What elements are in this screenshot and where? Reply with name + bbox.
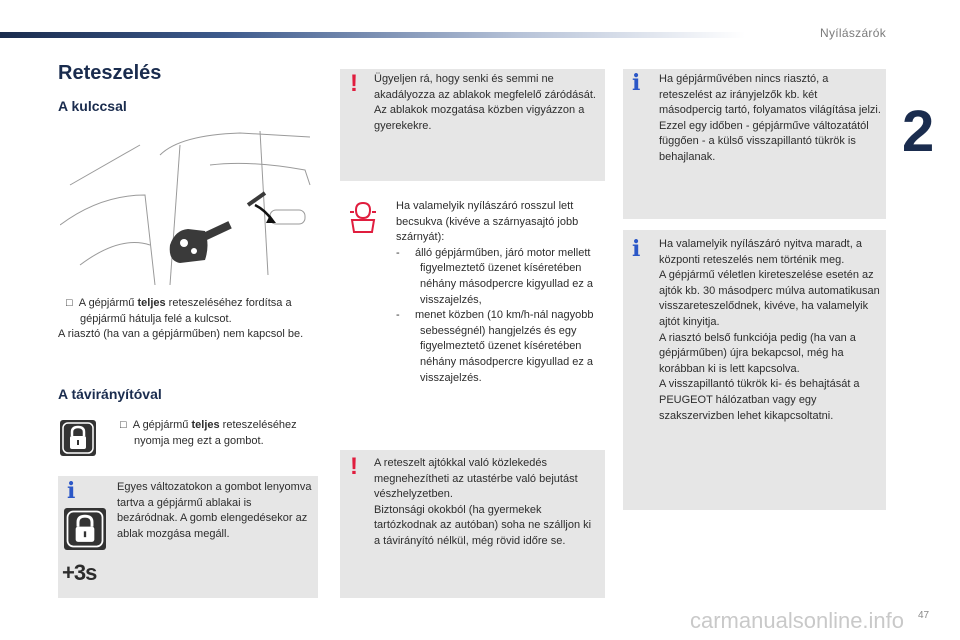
chapter-number: 2	[902, 99, 935, 164]
door-open-item-2: menet közben (10 km/h-nál nagyobb sebességnél) hangjelzés és egy figyelmeztető üzenet kíséretében néhány másodpercre kigyullad ez a visszajelzés.	[414, 309, 594, 384]
door-open-info: Ha valamelyik nyílászáró rosszul lett becsukva (kivéve a szárnyasajtó jobb szárnyát): - álló gépjárműben, járó motor mellett figyelmeztető üzenet kíséretében néhány másodpercre kigyullad ez a visszajelzés, - menet közben (10 km/h-nál nagyobb sebességnél) hangjelzés és egy figyelmeztető üzenet kíséretében néhány másodpercre kigyullad ez a visszajelzés.	[396, 200, 594, 384]
exclamation-icon: !	[350, 70, 358, 97]
info-central-locking-text: Ha valamelyik nyílászáró nyitva maradt, a központi reteszelés nem történik meg. A gépjármű véletlen kireteszelése esetén az ajtók kb. 30 másodperc múlva automatikusan visszareteszelődnek, kivéve, ha valamelyik ajtót kinyitja. A riasztó belső funkciója pedig (ha van a gépjárműben) újra bekapcsol, még ha korábban ki is lett kapcsolva. A visszapillantó tükrök ki- és behajtását a PEUGEOT hálózatban vagy egy szakszervizben lehet kikapcsoltatni.	[659, 238, 880, 422]
page-number: 47	[918, 610, 930, 621]
hold-3s-icon: +3s	[62, 560, 97, 585]
exclamation-icon: !	[350, 453, 358, 480]
lock-button-icon	[64, 508, 106, 550]
info-alarm-text: Ha gépjárművében nincs riasztó, a reteszelést az irányjelzők kb. két másodpercig tartó, folyamatos világítása jelzi. Ezzel egy időben - gépjárműve változatától függően - a külső visszapillantó tükrök is behajlanak.	[659, 73, 881, 163]
section-title: Nyílászárók	[820, 26, 886, 40]
key-heading: A kulccsal	[58, 98, 127, 114]
key-in-door-illustration	[60, 125, 320, 285]
info-window-text: Egyes változatokon a gombot lenyomva tartva a gépjármű ablakai is bezáródnak. A gomb elengedésekor az ablak mozgása megáll.	[117, 481, 312, 540]
door-open-intro: Ha valamelyik nyílászáró rosszul lett becsukva (kivéve a szárnyasajtó jobb szárnyát):	[396, 200, 579, 244]
page-title: Reteszelés	[58, 62, 162, 84]
info-icon: i	[632, 236, 641, 262]
remote-heading: A távirányítóval	[58, 386, 162, 402]
warning-windows-text: Ügyeljen rá, hogy senki és semmi ne akadályozza az ablakok megfelelő záródását. Az ablakok mozgatása közben vigyázzon a gyerekekre.	[374, 73, 596, 132]
remote-instruction: □ A gépjármű teljes reteszeléséhez nyomja meg ezt a gombot.	[120, 419, 297, 447]
info-icon: i	[67, 478, 76, 504]
header-bar	[0, 32, 745, 38]
lock-button-icon	[60, 420, 96, 456]
watermark: carmanualsonline.info	[690, 608, 905, 633]
door-open-warning-icon	[348, 200, 378, 236]
door-open-item-1: álló gépjárműben, járó motor mellett figyelmeztető üzenet kíséretében néhány másodpercre kigyullad ez a visszajelzés,	[414, 246, 594, 306]
square-bullet-icon: □	[120, 419, 127, 431]
square-bullet-icon: □	[66, 297, 73, 309]
info-icon: i	[632, 70, 641, 96]
key-instruction: □ A gépjármű teljes reteszeléséhez fordítsa a gépjármű hátulja felé a kulcsot. A riasztó (ha van a gépjárműben) nem kapcsol be.	[58, 297, 304, 341]
warning-emergency-text: A reteszelt ajtókkal való közlekedés megnehezítheti az utastérbe való bejutást vészhelyzetben. Biztonsági okokból (ha gyermekek tartózkodnak az autóban) soha ne szálljon ki a távirányító nélkül, még rövid időre se.	[374, 457, 592, 547]
key-note: A riasztó (ha van a gépjárműben) nem kapcsol be.	[58, 328, 304, 341]
